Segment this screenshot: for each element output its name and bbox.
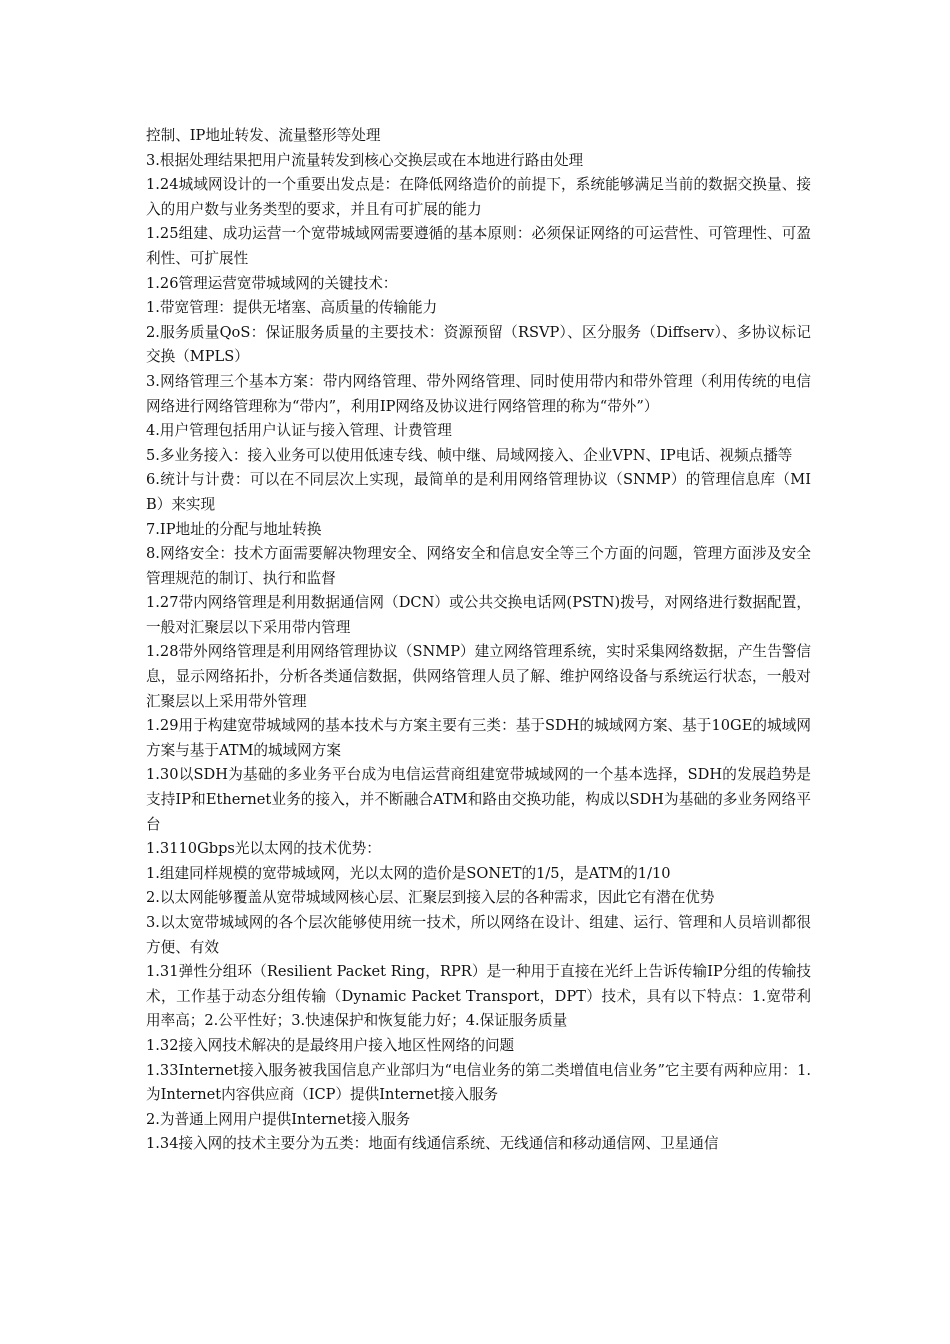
text-paragraph: 1.28带外网络管理是利用网络管理协议（SNMP）建立网络管理系统，实时采集网络数据，产生告警信息，显示网络拓扑，分析各类通信数据，供网络管理人员了解、维护网络设备与系统运行状态，一般对汇聚层以上采用带外管理 xyxy=(146,643,811,710)
text-paragraph: 1.34接入网的技术主要分为五类：地面有线通信系统、无线通信和移动通信网、卫星通信 xyxy=(146,1135,719,1153)
document-body xyxy=(146,124,811,1157)
text-paragraph: 1.25组建、成功运营一个宽带城域网需要遵循的基本原则：必须保证网络的可运营性、可管理性、可盈利性、可扩展性 xyxy=(146,225,811,267)
text-paragraph: 8.网络安全：技术方面需要解决物理安全、网络安全和信息安全等三个方面的问题，管理方面涉及安全管理规范的制订、执行和监督 xyxy=(146,545,811,587)
text-paragraph: 3.以太宽带城域网的各个层次能够使用统一技术，所以网络在设计、组建、运行、管理和人员培训都很方便、有效 xyxy=(146,914,811,956)
text-paragraph: 2.以太网能够覆盖从宽带城域网核心层、汇聚层到接入层的各种需求，因此它有潜在优势 xyxy=(146,889,715,907)
text-paragraph: 1.31弹性分组环（Resilient Packet Ring，RPR）是一种用于直接在光纤上告诉传输IP分组的传输技术，工作基于动态分组传输（Dynamic Packet Transport，DPT）技术，具有以下特点：1.宽带利用率高；2.公平性好；3.快速保护和恢复能力好；4.保证服务质量 xyxy=(146,963,811,1030)
text-paragraph: 1.3110Gbps光以太网的技术优势： xyxy=(146,840,381,858)
text-paragraph: 1.24城域网设计的一个重要出发点是：在降低网络造价的前提下，系统能够满足当前的数据交换量、接入的用户数与业务类型的要求，并且有可扩展的能力 xyxy=(146,176,811,218)
text-paragraph: 2.为普通上网用户提供Internet接入服务 xyxy=(146,1110,411,1128)
text-paragraph: 控制、IP地址转发、流量整形等处理 xyxy=(146,127,381,144)
text-paragraph: 5.多业务接入：接入业务可以使用低速专线、帧中继、局域网接入、企业VPN、IP电话、视频点播等 xyxy=(146,446,793,464)
text-paragraph: 3.网络管理三个基本方案：带内网络管理、带外网络管理、同时使用带内和带外管理（利用传统的电信网络进行网络管理称为“带内”，利用IP网络及协议进行网络管理的称为“带外”） xyxy=(146,372,811,415)
text-paragraph: 4.用户管理包括用户认证与接入管理、计费管理 xyxy=(146,422,452,440)
text-paragraph: 1.33Internet接入服务被我国信息产业部归为“电信业务的第二类增值电信业务”它主要有两种应用：1.为Internet内容供应商（ICP）提供Internet接入服务 xyxy=(146,1061,811,1104)
text-paragraph: 1.30以SDH为基础的多业务平台成为电信运营商组建宽带城域网的一个基本选择，SDH的发展趋势是支持IP和Ethernet业务的接入，并不断融合ATM和路由交换功能，构成以SDH为基础的多业务网络平台 xyxy=(146,766,811,833)
text-paragraph: 7.IP地址的分配与地址转换 xyxy=(146,520,322,538)
text-paragraph: 1.27带内网络管理是利用数据通信网（DCN）或公共交换电话网(PSTN)拨号，对网络进行数据配置，一般对汇聚层以下采用带内管理 xyxy=(146,594,811,636)
text-paragraph: 1.带宽管理：提供无堵塞、高质量的传输能力 xyxy=(146,299,438,317)
text-paragraph: 1.32接入网技术解决的是最终用户接入地区性网络的问题 xyxy=(146,1036,515,1054)
text-paragraph: 3.根据处理结果把用户流量转发到核心交换层或在本地进行路由处理 xyxy=(146,151,584,169)
text-paragraph: 2.服务质量QoS：保证服务质量的主要技术：资源预留（RSVP）、区分服务（Diffserv）、多协议标记交换（MPLS） xyxy=(146,323,811,366)
text-paragraph: 1.29用于构建宽带城域网的基本技术与方案主要有三类：基于SDH的城域网方案、基于10GE的城域网方案与基于ATM的城域网方案 xyxy=(146,717,811,759)
text-paragraph: 1.组建同样规模的宽带城域网，光以太网的造价是SONET的1/5，是ATM的1/10 xyxy=(146,864,671,882)
text-paragraph: 6.统计与计费：可以在不同层次上实现，最简单的是利用网络管理协议（SNMP）的管理信息库（MIB）来实现 xyxy=(146,471,811,513)
text-paragraph: 1.26管理运营宽带城域网的关键技术： xyxy=(146,274,398,292)
